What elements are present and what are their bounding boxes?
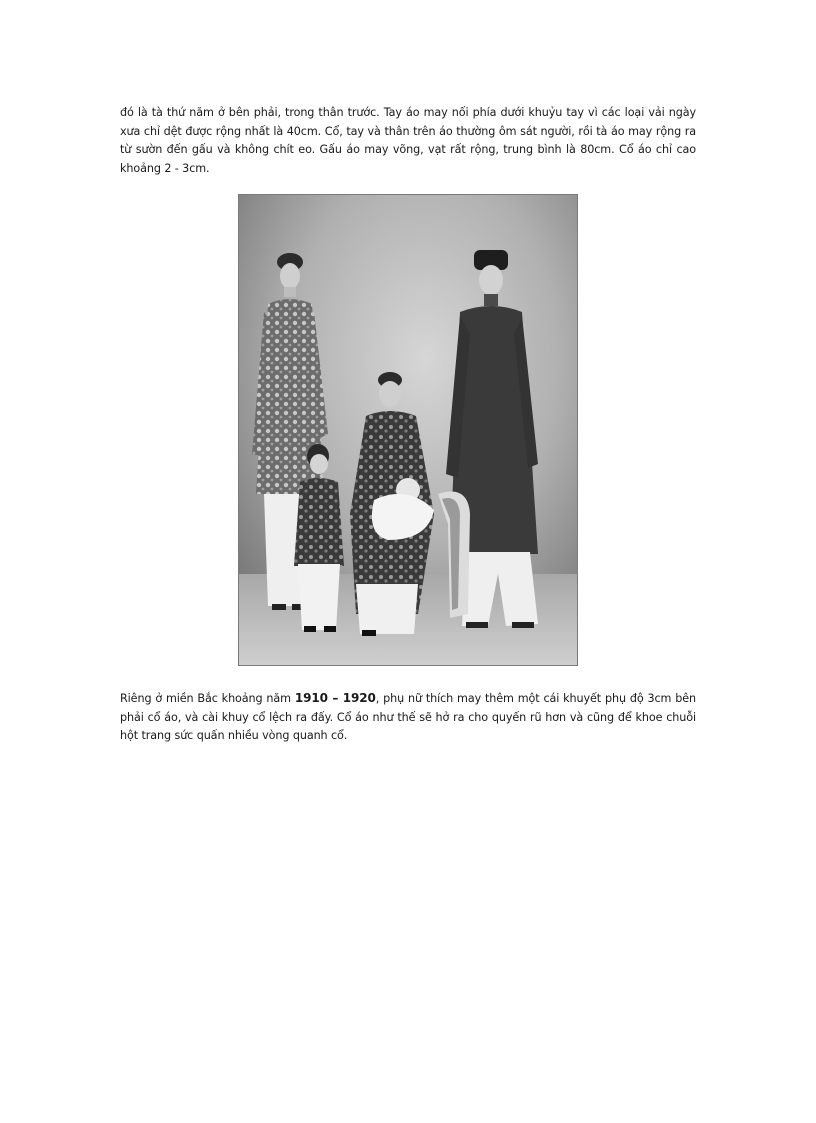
- paragraph-northern-collar-style: [120, 689, 696, 746]
- paragraph-2-after: , phụ nữ thích may thêm một cái khuyết phụ độ 3cm bên phải cổ áo, và cài khuy cổ lệch ra đấy. Cổ áo như thế sẽ hở ra cho quyến rũ hơn và cũng để khoe chuỗi hột trang sức quấn nhiều vòng quanh cổ.: [120, 692, 696, 742]
- family-portrait-image: [238, 194, 578, 666]
- year-range-bold: 1910 – 1920: [294, 691, 376, 705]
- family-portrait-photo: [238, 194, 578, 666]
- paragraph-2-before: Riêng ở miền Bắc khoảng năm: [120, 692, 295, 705]
- paragraph-ao-dai-construction: đó là tà thứ năm ở bên phải, trong thân trước. Tay áo may nối phía dưới khuỷu tay vì các loại vải ngày xưa chỉ dệt được rộng nhất là 40cm. Cổ, tay và thân trên áo thường ôm sát người, rồi tà áo may rộng ra từ sườn đến gấu và không chít eo. Gấu áo may võng, vạt rất rộng, trung bình là 80cm. Cổ áo chỉ cao khoảng 2 - 3cm.: [120, 106, 696, 175]
